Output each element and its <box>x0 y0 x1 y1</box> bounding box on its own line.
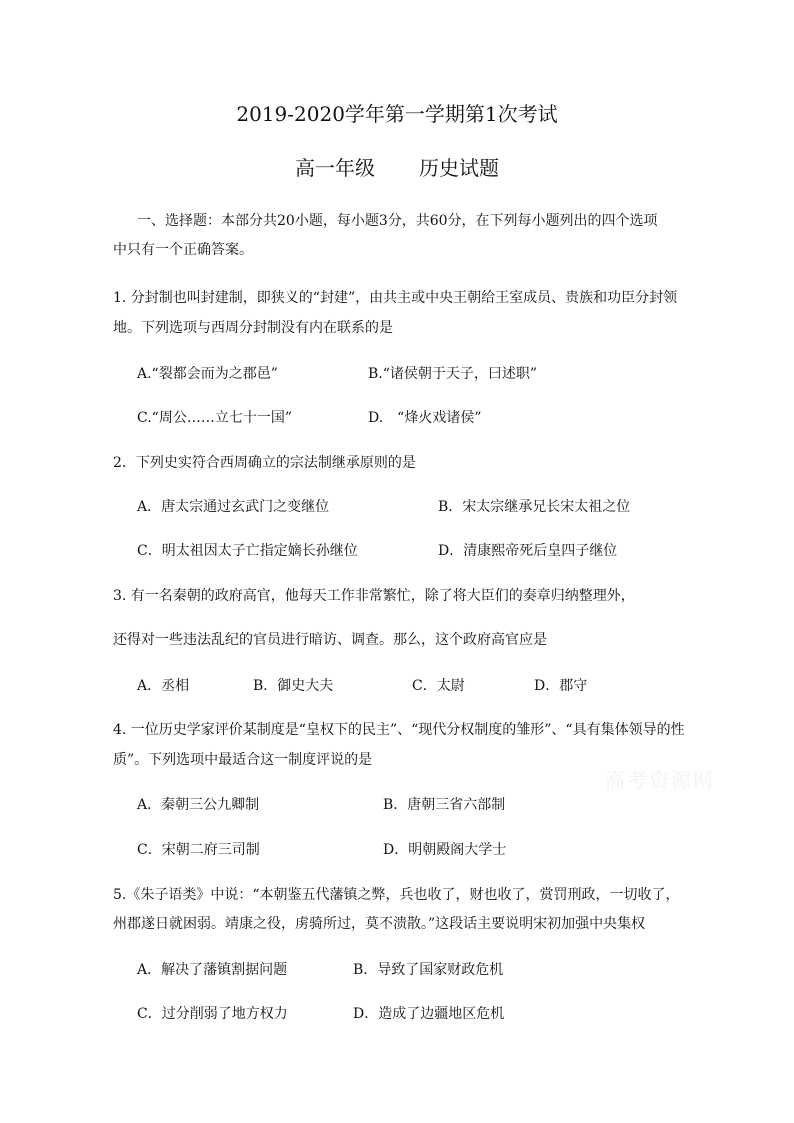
q3-option-a: A．丞相 <box>137 678 190 694</box>
q4-stem-line-1: 4. 一位历史学家评价某制度是“皇权下的民主”、“现代分权制度的雏形”、“具有集体领导的性 <box>113 722 685 738</box>
q4-option-a: A．秦朝三公九卿制 <box>137 797 260 813</box>
q1-option-d: D. “烽火戏诸侯” <box>368 410 482 426</box>
q4-stem-line-2: 质”。下列选项中最适合这一制度评说的是 <box>113 752 373 768</box>
q1-stem-line-1: 1. 分封制也叫封建制，即狭义的“封建”，由共主或中央王朝给王室成员、贵族和功臣分封领 <box>113 290 678 306</box>
q1-stem-line-2: 地。下列选项与西周分封制没有内在联系的是 <box>113 320 393 336</box>
q5-stem-line-2: 州郡遂日就困弱。靖康之役，虏骑所过，莫不溃散。”这段话主要说明宋初加强中央集权 <box>113 916 646 932</box>
exam-title: 2019-2020学年第一学期第1次考试 <box>236 102 558 126</box>
q5-stem-line-1: 5.《朱子语类》中说：“本朝鉴五代藩镇之弊，兵也收了，财也收了，赏罚刑政，一切收了， <box>113 887 680 903</box>
q5-option-b: B．导致了国家财政危机 <box>353 962 504 978</box>
q2-option-d: D．清康熙帝死后皇四子继位 <box>438 543 618 559</box>
q3-option-b: B．御史大夫 <box>253 678 334 694</box>
q2-option-a: A．唐太宗通过玄武门之变继位 <box>137 499 330 515</box>
watermark: 高考资源网 <box>605 768 715 792</box>
q3-option-c: C．太尉 <box>412 678 465 694</box>
q1-option-c: C.“周公……立七十一国” <box>137 410 292 426</box>
paper-subtitle <box>0 152 794 181</box>
q3-stem-line-1: 3. 有一名秦朝的政府高官，他每天工作非常繁忙，除了将大臣们的奏章归纳整理外， <box>113 588 635 604</box>
q4-option-c: C．宋朝二府三司制 <box>137 842 260 858</box>
q2-option-b: B．宋太宗继承兄长宋太祖之位 <box>438 499 631 515</box>
q1-option-a: A.“裂都会而为之郡邑” <box>137 366 278 382</box>
q3-option-d: D．郡守 <box>534 678 588 694</box>
section-instructions-line-2: 中只有一个正确答案。 <box>113 242 253 258</box>
q3-stem-line-2: 还得对一些违法乱纪的官员进行暗访、调查。那么，这个政府高官应是 <box>113 632 547 648</box>
q4-option-b: B．唐朝三省六部制 <box>383 797 506 813</box>
q5-option-c: C．过分削弱了地方权力 <box>137 1006 288 1022</box>
q5-option-d: D．造成了边疆地区危机 <box>353 1006 505 1022</box>
subject-label: 历史试题 <box>419 156 499 180</box>
q5-option-a: A．解决了藩镇割据问题 <box>137 962 288 978</box>
q2-option-c: C．明太祖因太子亡指定嫡长孙继位 <box>137 543 358 559</box>
grade-label: 高一年级 <box>295 156 375 180</box>
q1-option-b: B.“诸侯朝于天子，曰述职” <box>368 366 538 382</box>
q4-option-d: D．明朝殿阁大学士 <box>383 842 507 858</box>
q2-stem: 2．下列史实符合西周确立的宗法制继承原则的是 <box>113 455 416 471</box>
section-instructions-line-1: 一、选择题：本部分共20小题，每小题3分，共60分，在下列每小题列出的四个选项 <box>137 213 658 229</box>
